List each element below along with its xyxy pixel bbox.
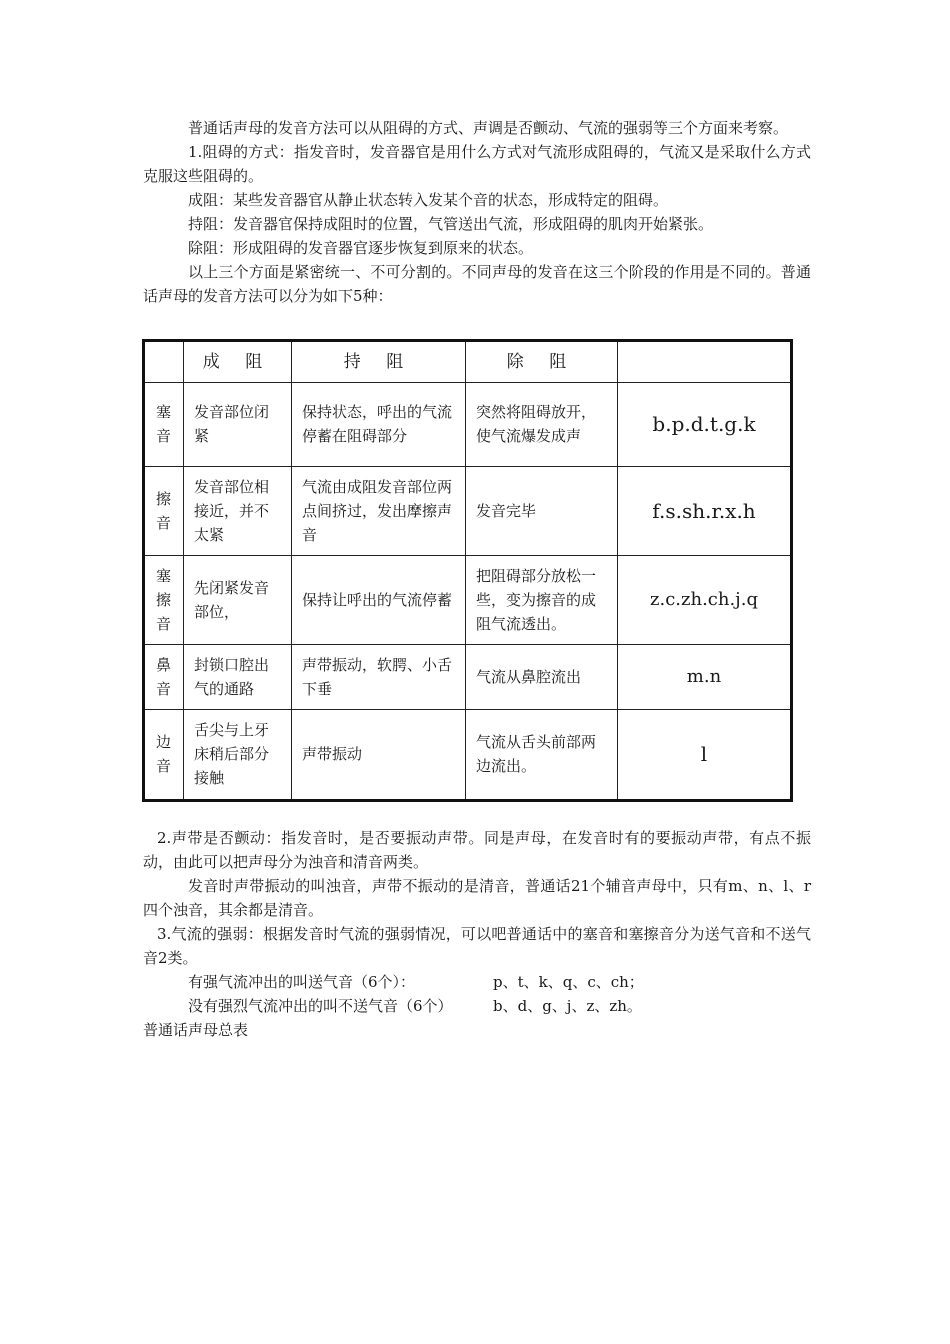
chengzu-cell: 发音部位闭紧: [184, 382, 292, 466]
type-char: 音: [155, 757, 172, 776]
header-cell-chizu: 持 阻: [292, 341, 466, 383]
type-char: 音: [155, 427, 172, 446]
chengzu-cell: 先闭紧发音部位，: [184, 555, 292, 644]
type-char: 鼻: [155, 655, 172, 674]
unaspirated-label: 没有强烈气流冲出的叫不送气音（6个）: [188, 997, 453, 1015]
type-char: 音: [155, 513, 172, 532]
chizu-cell: 保持状态，呼出的气流停蓄在阻碍部分: [292, 382, 466, 466]
chengzu-cell: 发音部位相接近，并不太紧: [184, 466, 292, 555]
letters-cell: z.c.zh.ch.j.q: [618, 555, 792, 644]
after-paragraph-3: 3.气流的强弱：根据发音时气流的强弱情况，可以吧普通话中的塞音和塞擦音分为送气音和不送气音2类。: [143, 925, 811, 967]
unaspirated-letters: b、d、g、j、z、zh。: [493, 997, 642, 1015]
letters-cell: f.s.sh.r.x.h: [618, 466, 792, 555]
type-char: 边: [155, 733, 172, 752]
intro-section: [143, 116, 811, 308]
aspirated-letters: p、t、k、q、c、ch；: [493, 973, 644, 991]
header-cell-chuzu: 除 阻: [466, 341, 618, 383]
type-char: 塞: [155, 403, 172, 422]
chuzu-cell: 把阻碍部分放松一些，变为擦音的成阻气流透出。: [466, 555, 618, 644]
chizu-cell: 声带振动: [292, 709, 466, 800]
aspirated-label: 有强气流冲出的叫送气音（6个）：: [188, 973, 416, 991]
chengzu-cell: 舌尖与上牙床稍后部分接触: [184, 709, 292, 800]
row-type-cell: [144, 382, 184, 466]
chuzu-cell: 气流从鼻腔流出: [466, 645, 618, 709]
intro-paragraph-6: 以上三个方面是紧密统一、不可分割的。不同声母的发音在这三个阶段的作用是不同的。普通话声母的发音方法可以分为如下5种：: [143, 263, 811, 305]
chuzu-cell: 气流从舌头前部两边流出。: [466, 709, 618, 800]
summary-table-title: 普通话声母总表: [143, 1021, 249, 1039]
letters-cell: b.p.d.t.g.k: [618, 382, 792, 466]
intro-paragraph-3: 成阻：某些发音器官从静止状态转入发某个音的状态，形成特定的阻碍。: [188, 191, 669, 209]
intro-paragraph-4: 持阻：发音器官保持成阻时的位置，气管送出气流，形成阻碍的肌肉开始紧张。: [188, 215, 714, 233]
chizu-cell: 气流由成阻发音部位两点间挤过，发出摩擦声音: [292, 466, 466, 555]
row-type-cell: [144, 645, 184, 709]
chengzu-cell: 封锁口腔出气的通路: [184, 645, 292, 709]
row-type-cell: [144, 709, 184, 800]
methods-table-wrapper: [142, 339, 790, 802]
unaspirated-line: [143, 994, 811, 1018]
table-row: [144, 645, 792, 709]
table-row: [144, 555, 792, 644]
chizu-cell: 声带振动，软腭、小舌下垂: [292, 645, 466, 709]
table-row: [144, 382, 792, 466]
aspirated-line: [143, 970, 811, 994]
table-row: [144, 709, 792, 800]
chuzu-cell: 突然将阻碍放开，使气流爆发成声: [466, 382, 618, 466]
row-type-cell: [144, 466, 184, 555]
type-char: 音: [155, 615, 172, 634]
after-paragraph-2: 发音时声带振动的叫浊音，声带不振动的是清音，普通话21个辅音声母中，只有m、n、l、r四个浊音，其余都是清音。: [143, 877, 811, 919]
letters-cell: l: [618, 709, 792, 800]
header-cell-empty: [144, 341, 184, 383]
row-type-cell: [144, 555, 184, 644]
type-char: 擦: [155, 591, 172, 610]
type-char: 塞: [155, 567, 172, 586]
type-char: 擦: [155, 489, 172, 508]
chuzu-cell: 发音完毕: [466, 466, 618, 555]
methods-table: [142, 339, 793, 802]
chizu-cell: 保持让呼出的气流停蓄: [292, 555, 466, 644]
letters-cell: m.n: [618, 645, 792, 709]
intro-paragraph-1: 普通话声母的发音方法可以从阻碍的方式、声调是否颤动、气流的强弱等三个方面来考察。: [188, 119, 789, 137]
after-table-section: [143, 826, 811, 1042]
after-paragraph-1: 2.声带是否颤动：指发音时，是否要振动声带。同是声母，在发音时有的要振动声带，有点不振动，由此可以把声母分为浊音和清音两类。: [143, 829, 811, 871]
intro-paragraph-2: 1.阻碍的方式：指发音时，发音器官是用什么方式对气流形成阻碍的，气流又是采取什么方式克服这些阻碍的。: [143, 143, 811, 185]
intro-paragraph-5: 除阻：形成阻碍的发音器官逐步恢复到原来的状态。: [188, 239, 534, 257]
header-cell-letters: [618, 341, 792, 383]
header-cell-chengzu: 成 阻: [184, 341, 292, 383]
type-char: 音: [155, 679, 172, 698]
table-row: [144, 466, 792, 555]
table-header-row: [144, 341, 792, 383]
